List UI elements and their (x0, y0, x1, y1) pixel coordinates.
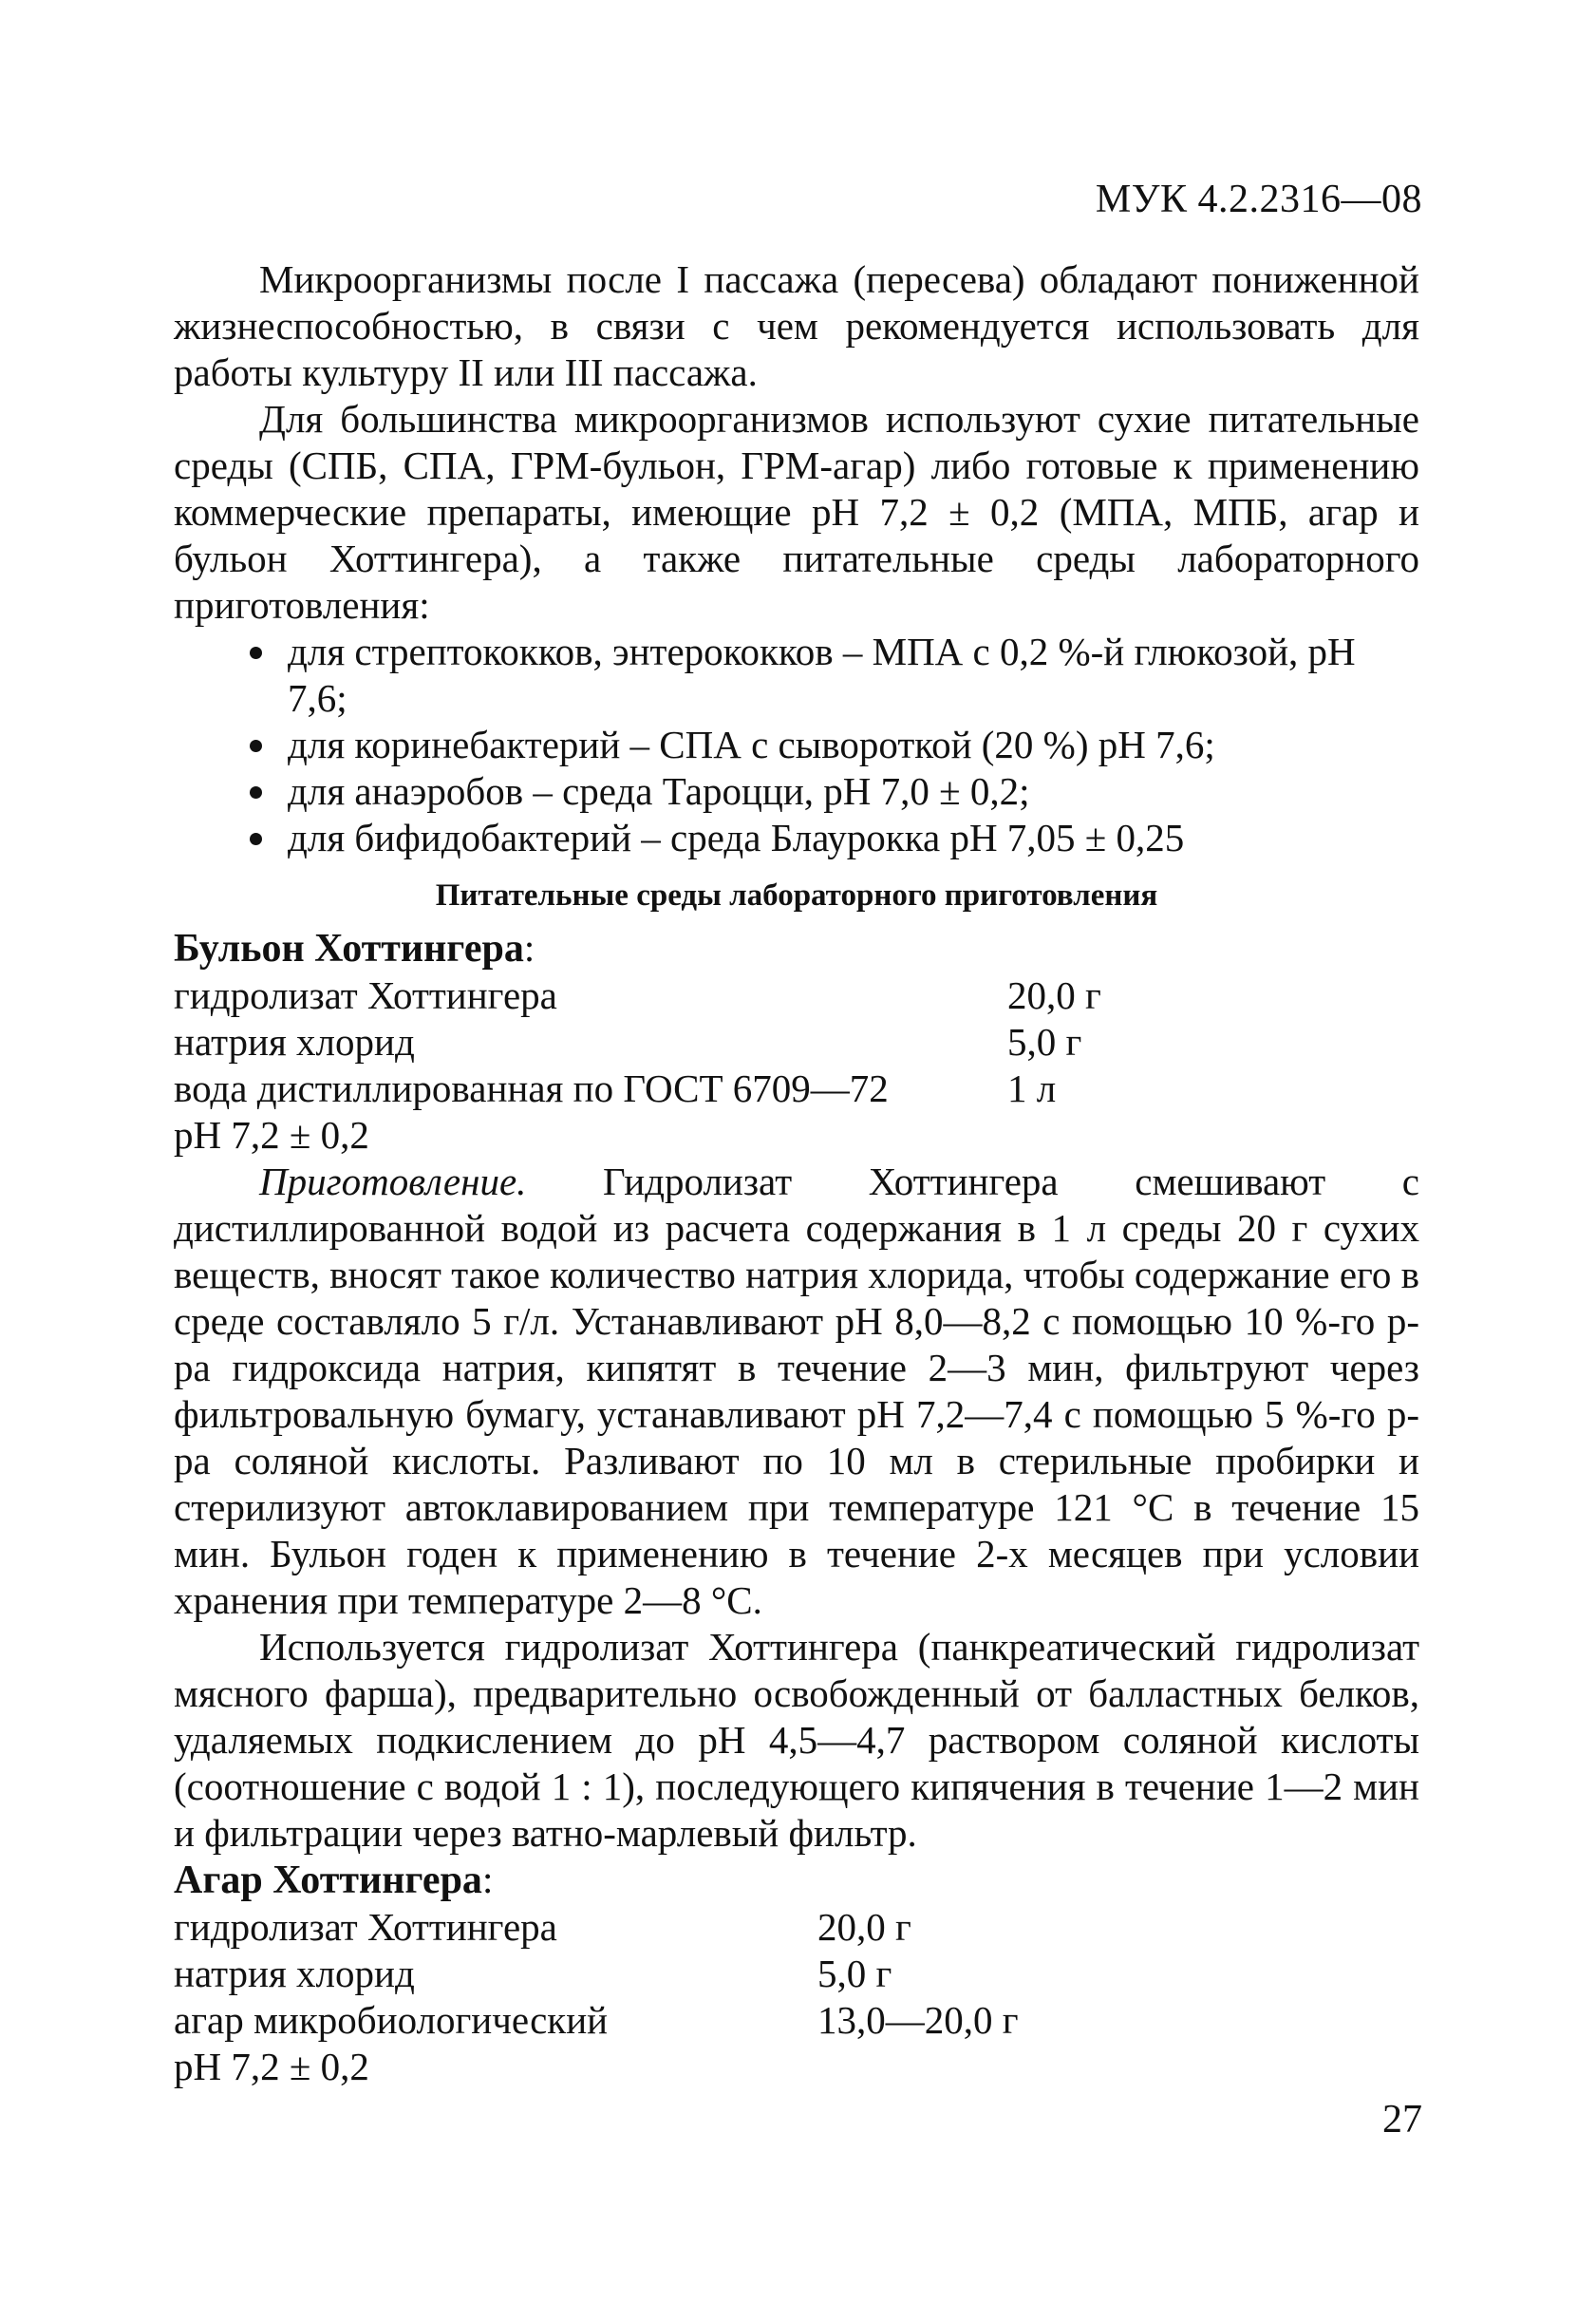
recipe-title (174, 925, 1419, 972)
preparation-text: Гидролизат Хоттингера смешивают с дистиллированной водой из расчета содержания в 1 л среды 20 г сухих веществ, вносят такое количество натрия хлорида, чтобы содержание его в среде составляло 5 г/л. Устанавливают pH 8,0—8,2 с помощью 10 %-го р-ра гидроксида натрия, кипятят в течение 2—3 мин, фильтруют через фильтровальную бумагу, устанавливают pH 7,2—7,4 с помощью 5 %-го р-ра соляной кислоты. Разливают по 10 мл в стерильные пробирки и стерилизуют автоклавированием при температуре 121 °С в течение 15 мин. Бульон годен к применению в течение 2-х месяцев при условии хранения при температуре 2—8 °С. (174, 1160, 1419, 1622)
ingredient-row (174, 1997, 1419, 2044)
recipe-ph: pH 7,2 ± 0,2 (174, 1113, 369, 1157)
section-title: Питательные среды лабораторного приготовления (435, 878, 1158, 913)
ingredient-name: вода дистиллированная по ГОСТ 6709—72 (174, 1066, 889, 1110)
page-content (174, 256, 1419, 2090)
paragraph-passage: Микроорганизмы после I пассажа (пересева) обладают пониженной жизнеспособностью, в связи с чем рекомендуется использовать для работы культуру II или III пассажа. (174, 257, 1419, 394)
ingredient-amount: 20,0 г (817, 1905, 911, 1949)
list-item: для бифидобактерий – среда Блаурокка pH 7,05 ± 0,25 (250, 815, 1419, 861)
list-item: для коринебактерий – СПА с сывороткой (20 %) pH 7,6; (250, 722, 1419, 768)
list-item: для стрептококков, энтерококков – МПА с 0,2 %-й глюкозой, pH 7,6; (250, 629, 1419, 722)
ingredient-name: агар микробиологический (174, 1998, 609, 2042)
media-list (174, 629, 1419, 861)
ingredient-name: гидролизат Хоттингера (174, 973, 557, 1017)
ingredient-amount: 20,0 г (1007, 973, 1101, 1017)
preparation-label: Приготовление. (259, 1160, 527, 1203)
ingredient-row (174, 1066, 1419, 1112)
recipe-title (174, 1857, 1419, 1904)
ingredient-name: натрия хлорид (174, 1020, 415, 1064)
document-code: МУК 4.2.2316—08 (1095, 178, 1422, 221)
ingredient-name: натрия хлорид (174, 1952, 415, 1995)
paragraph-media: Для большинства микроорганизмов используют сухие питательные среды (СПБ, СПА, ГРМ-бульон, ГРМ-агар) либо готовые к применению коммерческие препараты, имеющие pH 7,2 ± 0,2 (МПА, МПБ, агар и бульон Хоттингера), а также питательные среды лабораторного приготовления: (174, 397, 1419, 627)
recipe-2 (174, 1857, 1419, 2090)
recipe-ph: pH 7,2 ± 0,2 (174, 2045, 369, 2088)
ingredient-row (174, 1951, 1419, 1997)
ingredient-amount: 5,0 г (1007, 1020, 1082, 1064)
ingredient-amount: 13,0—20,0 г (817, 1998, 1019, 2042)
recipe-title-colon: : (481, 1858, 494, 1901)
ingredient-row (174, 1904, 1419, 1951)
recipe-title-colon: : (523, 926, 535, 970)
preparation-paragraph (174, 1159, 1419, 1624)
recipe-title-text: Бульон Хоттингера (174, 927, 524, 971)
hydrolysate-note: Используется гидролизат Хоттингера (панкреатический гидролизат мясного фарша), предварительно освобожденный от балластных белков, удаляемых подкислением до pH 4,5—4,7 раствором соляной кислоты (соотношение с водой 1 : 1), последующего кипячения в течение 1—2 мин и фильтрации через ватно-марлевый фильтр. (174, 1625, 1419, 1855)
recipe-1 (174, 925, 1419, 1857)
recipe-title-text: Агар Хоттингера (174, 1859, 482, 1902)
ingredient-row (174, 972, 1419, 1019)
ingredient-row (174, 1019, 1419, 1066)
ingredient-amount: 5,0 г (817, 1952, 892, 1995)
page-number: 27 (1382, 2098, 1422, 2142)
ingredient-amount: 1 л (1007, 1066, 1057, 1110)
list-item: для анаэробов – среда Тароцци, pH 7,0 ± 0,2; (250, 768, 1419, 815)
ingredient-name: гидролизат Хоттингера (174, 1905, 557, 1949)
